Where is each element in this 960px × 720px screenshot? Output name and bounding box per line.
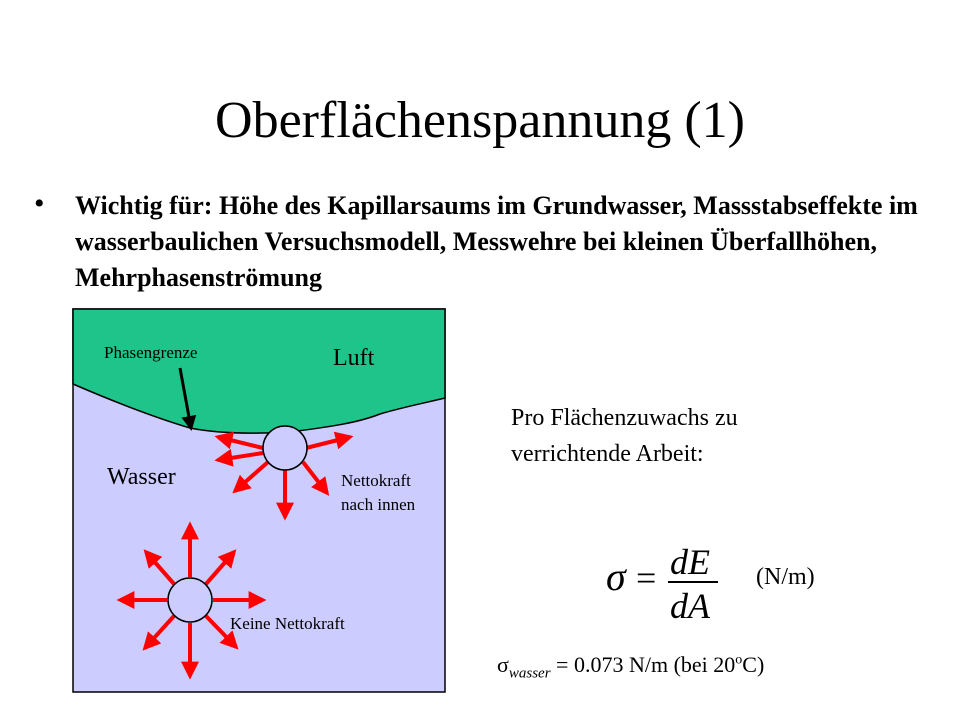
bullet-marker: • [34,187,45,220]
slide-title: Oberflächenspannung (1) [215,92,745,149]
bulk-molecule [168,578,212,622]
label-net-force-line1: Nettokraft [341,471,411,490]
degree-superscript: o [735,652,743,668]
sigma-value-text: = 0.073 N/m (bei 20 [550,652,736,677]
sigma-water-value [497,652,764,682]
unit-label: (N/m) [756,564,815,590]
work-description [511,400,738,472]
label-air: Luft [333,345,375,371]
formula-denominator: dA [670,586,710,626]
formula-equals: = [636,558,657,598]
formula-sigma: σ [606,554,626,599]
sigma-subscript: wasser [508,665,551,682]
sigma-symbol: σ [497,652,509,677]
work-description-line2: verrichtende Arbeit: [511,441,704,467]
label-water: Wasser [107,464,176,490]
formula-numerator: dE [670,542,710,582]
surface-molecule [263,426,307,470]
surface-tension-formula [600,538,750,628]
label-net-force-line2: nach innen [341,495,416,514]
label-phase-boundary: Phasengrenze [104,343,198,362]
work-description-line1: Pro Flächenzuwachs zu [511,405,738,431]
label-no-net-force: Keine Nettokraft [230,614,345,633]
sigma-tail: C) [742,652,765,677]
bullet-text: Wichtig für: Höhe des Kapillarsaums im Grundwasser, Massstabseffekte im wasserbaulichen Versuchsmodell, Messwehre bei kleinen Überfallhöhen, Mehrphasenströmung [75,191,918,292]
